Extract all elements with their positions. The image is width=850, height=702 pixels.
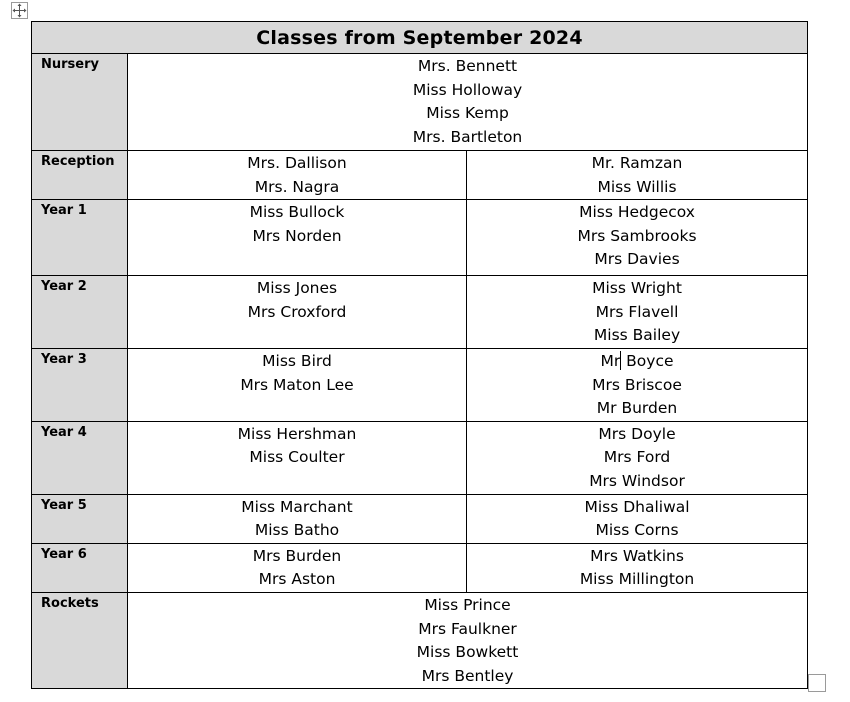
year2-class-b-cell[interactable] <box>467 276 808 349</box>
year2-class-a-cell[interactable] <box>128 276 467 349</box>
staff-name: Miss Kemp <box>426 104 509 123</box>
table-row <box>32 348 808 421</box>
year6-class-a-cell[interactable] <box>128 543 467 592</box>
row-label-year1: Year 1 <box>32 200 128 276</box>
staff-name: Miss Corns <box>595 521 679 540</box>
staff-name: Mrs Briscoe <box>592 375 682 394</box>
staff-name: Miss Hedgecox <box>579 203 695 222</box>
staff-name: Miss Millington <box>579 570 695 589</box>
year3-class-a-cell[interactable] <box>128 348 467 421</box>
classes-table <box>31 21 808 689</box>
staff-name: Miss Bailey <box>593 326 681 345</box>
year3-class-b-cell[interactable] <box>467 348 808 421</box>
table-row <box>32 592 808 688</box>
staff-name: Miss Holloway <box>412 80 523 99</box>
row-label-year4: Year 4 <box>32 421 128 494</box>
table-row <box>32 421 808 494</box>
staff-name: Mrs Davies <box>594 250 680 269</box>
staff-name: Mrs Doyle <box>598 424 676 443</box>
staff-name <box>467 350 807 374</box>
row-label-year3: Year 3 <box>32 348 128 421</box>
staff-name: Miss Bullock <box>249 203 345 222</box>
rockets-staff-cell[interactable] <box>128 592 808 688</box>
table-row <box>32 151 808 200</box>
row-label-nursery: Nursery <box>32 54 128 151</box>
staff-name-part: Boyce <box>621 351 674 370</box>
table-row <box>32 276 808 349</box>
staff-name: Miss Wright <box>592 279 682 298</box>
year5-class-a-cell[interactable] <box>128 494 467 543</box>
staff-name: Mrs Burden <box>252 546 342 565</box>
nursery-staff-cell[interactable] <box>128 54 808 151</box>
staff-name: Miss Hershman <box>237 424 357 443</box>
staff-name: Miss Willis <box>597 177 677 196</box>
staff-name: Mrs. Bennett <box>417 57 518 75</box>
staff-name: Mrs Croxford <box>247 302 347 321</box>
row-label-reception: Reception <box>32 151 128 200</box>
staff-name: Mrs Ford <box>603 448 671 467</box>
reception-class-a-cell[interactable] <box>128 151 467 200</box>
table-resize-handle[interactable] <box>808 674 826 692</box>
reception-class-b-cell[interactable] <box>467 151 808 200</box>
table-row <box>32 494 808 543</box>
staff-name: Mrs Flavell <box>595 302 679 321</box>
staff-name: Miss Coulter <box>249 448 345 467</box>
year1-class-a-cell[interactable] <box>128 200 467 276</box>
staff-name: Mrs Watkins <box>590 546 684 565</box>
title-row <box>32 22 808 54</box>
staff-name: Miss Prince <box>424 595 511 614</box>
table-move-handle[interactable] <box>11 2 28 19</box>
staff-name: Mrs. Nagra <box>254 177 340 196</box>
staff-name: Mr. Ramzan <box>591 154 683 172</box>
year1-class-b-cell[interactable] <box>467 200 808 276</box>
staff-name: Miss Marchant <box>241 497 353 516</box>
row-label-rockets: Rockets <box>32 592 128 688</box>
row-label-year5: Year 5 <box>32 494 128 543</box>
staff-name: Mrs. Bartleton <box>412 127 523 146</box>
row-label-year6: Year 6 <box>32 543 128 592</box>
staff-name: Mrs Aston <box>258 570 336 589</box>
staff-name: Miss Jones <box>256 279 338 298</box>
staff-name-part: Mr <box>600 351 621 370</box>
year4-class-a-cell[interactable] <box>128 421 467 494</box>
staff-name: Miss Batho <box>254 521 340 540</box>
table-title: Classes from September 2024 <box>32 22 808 54</box>
year4-class-b-cell[interactable] <box>467 421 808 494</box>
staff-name: Mrs Windsor <box>589 471 685 490</box>
staff-name: Mr Burden <box>596 399 678 418</box>
staff-name: Miss Dhaliwal <box>584 497 690 516</box>
staff-name: Miss Bowkett <box>416 643 519 662</box>
staff-name: Mrs Maton Lee <box>240 375 354 394</box>
staff-name: Mrs. Dallison <box>247 154 347 172</box>
staff-name: Mrs Sambrooks <box>577 226 697 245</box>
table-row <box>32 543 808 592</box>
year6-class-b-cell[interactable] <box>467 543 808 592</box>
staff-name: Mrs Faulkner <box>418 619 517 638</box>
table-row <box>32 200 808 276</box>
staff-name: Mrs Norden <box>252 226 342 245</box>
row-label-year2: Year 2 <box>32 276 128 349</box>
move-icon <box>12 3 27 18</box>
staff-name: Miss Bird <box>262 351 332 370</box>
staff-name: Mrs Bentley <box>421 666 514 685</box>
year5-class-b-cell[interactable] <box>467 494 808 543</box>
table-row <box>32 54 808 151</box>
